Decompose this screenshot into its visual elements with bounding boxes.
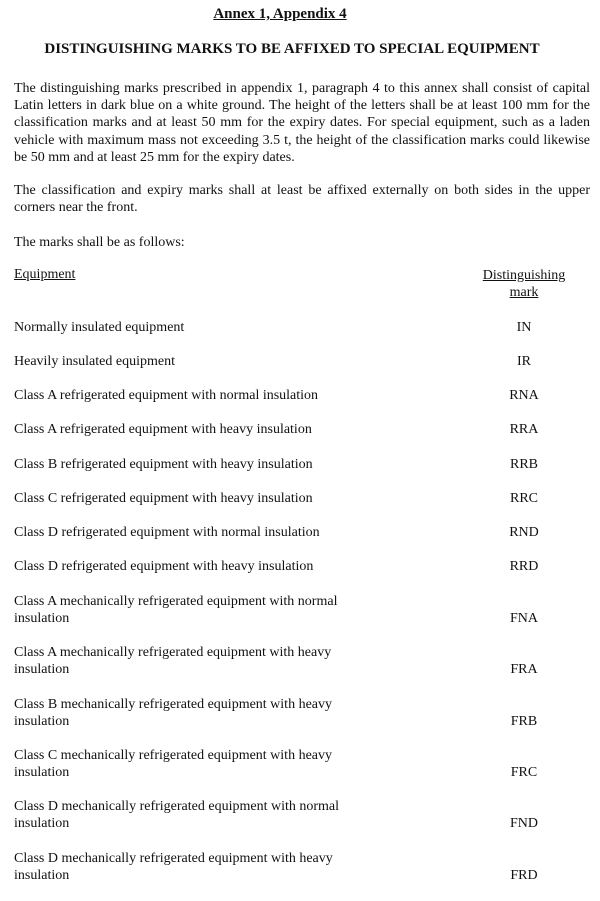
- mark-cell: FRC: [510, 765, 538, 780]
- mark-cell: IN: [516, 320, 532, 335]
- mark-cell: FRD: [510, 868, 538, 883]
- equipment-cell: Class C mechanically refrigerated equipment with heavy insulation: [14, 748, 333, 780]
- mark-cell: FNA: [509, 611, 538, 626]
- equipment-cell: Class D refrigerated equipment with normal insulation: [14, 525, 320, 540]
- mark-cell: RRC: [509, 491, 538, 506]
- intro-paragraph: The distinguishing marks prescribed in appendix 1, paragraph 4 to this annex shall consist of capital Latin letters in dark blue on a white ground. The height of the letters shall be at least 100 mm for the classification marks and at least 50 mm for the expiry dates. For special equipment, such as a laden vehicle with maximum mass not exceeding 3.5 t, the height of the classification marks could likewise be 50 mm and at least 25 mm for the expiry dates.: [14, 81, 590, 165]
- mark-cell: RRD: [509, 559, 539, 574]
- mark-cell: IR: [517, 354, 531, 369]
- mark-cell: FRB: [510, 714, 538, 729]
- equipment-cell: Class A mechanically refrigerated equipment with normal insulation: [14, 594, 338, 626]
- equipment-cell: Class A refrigerated equipment with heavy insulation: [14, 422, 312, 437]
- affixing-paragraph: The classification and expiry marks shall at least be affixed externally on both sides in the upper corners near the front.: [14, 183, 590, 216]
- equipment-cell: Class D refrigerated equipment with heavy insulation: [14, 559, 314, 574]
- mark-cell: RNA: [509, 388, 539, 403]
- equipment-column-header: Equipment: [14, 267, 76, 282]
- equipment-cell: Class D mechanically refrigerated equipment with heavy insulation: [14, 851, 333, 883]
- equipment-cell: Heavily insulated equipment: [14, 354, 175, 369]
- equipment-cell: Class B mechanically refrigerated equipment with heavy insulation: [14, 697, 333, 729]
- mark-cell: FRA: [510, 662, 538, 677]
- mark-cell: RND: [509, 525, 539, 540]
- annex-heading: Annex 1, Appendix 4: [213, 6, 347, 22]
- mark-cell: RRA: [509, 422, 539, 437]
- equipment-cell: Class C refrigerated equipment with heavy insulation: [14, 491, 313, 506]
- equipment-cell: Class A mechanically refrigerated equipment with heavy insulation: [14, 645, 332, 677]
- equipment-cell: Normally insulated equipment: [14, 320, 185, 335]
- equipment-cell: Class A refrigerated equipment with normal insulation: [14, 388, 319, 403]
- marks-intro-paragraph: The marks shall be as follows:: [14, 235, 185, 250]
- equipment-cell: Class B refrigerated equipment with heavy insulation: [14, 457, 313, 472]
- mark-cell: FND: [509, 816, 538, 831]
- mark-column-header: Distinguishing mark: [482, 268, 566, 300]
- mark-cell: RRB: [509, 457, 538, 472]
- equipment-cell: Class D mechanically refrigerated equipment with normal insulation: [14, 799, 340, 831]
- page-title: DISTINGUISHING MARKS TO BE AFFIXED TO SPECIAL EQUIPMENT: [44, 41, 540, 57]
